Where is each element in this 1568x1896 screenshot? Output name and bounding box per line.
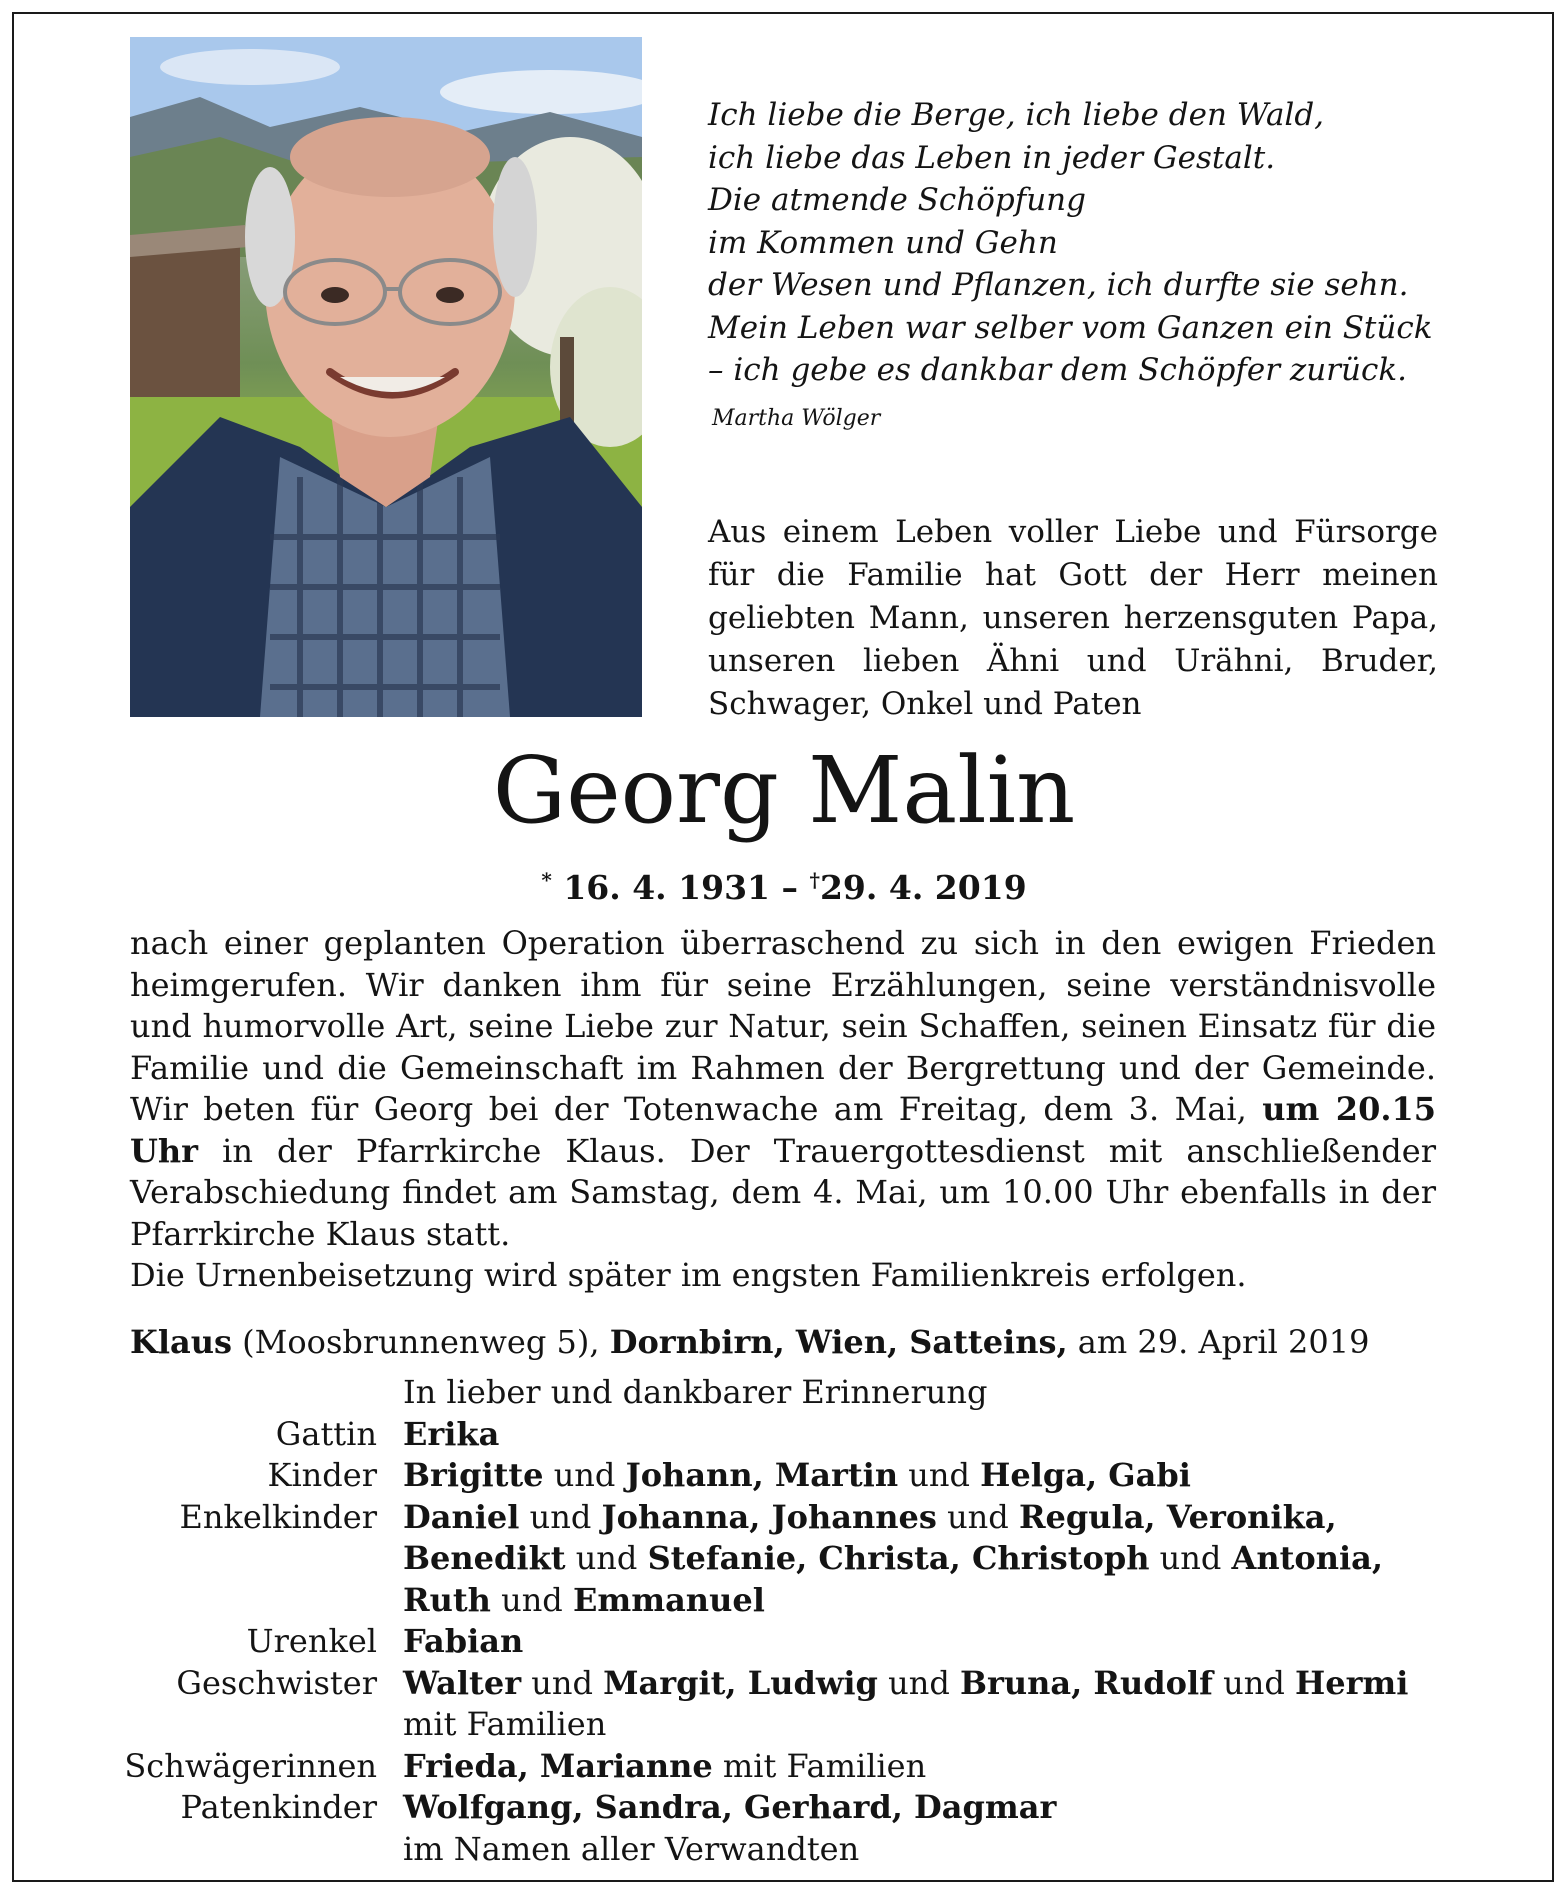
place-town: Klaus: [130, 1323, 232, 1361]
date-separator: –: [781, 868, 798, 907]
family-row: [100, 1621, 1500, 1663]
birth-symbol: *: [541, 868, 552, 892]
death-symbol: †: [809, 868, 820, 892]
family-names: [403, 1663, 1500, 1746]
portrait-illustration: [130, 37, 642, 717]
family-names: [403, 1787, 1500, 1829]
family-name: Hermi: [1294, 1663, 1409, 1702]
family-names: [403, 1455, 1500, 1497]
poem-line: Ich liebe die Berge, ich liebe den Wald,: [708, 97, 1325, 133]
life-dates: [0, 858, 1568, 910]
family-row: [100, 1663, 1500, 1746]
poem-line: der Wesen und Pflanzen, ich durfte sie sehn.: [708, 267, 1409, 303]
place-date: am 29. April 2019: [1077, 1323, 1370, 1361]
family-row: [100, 1787, 1500, 1829]
poem: [708, 94, 1488, 392]
family-name: Stefanie, Christa, Christoph: [647, 1539, 1150, 1577]
family-name: Margit, Ludwig: [603, 1663, 878, 1702]
family-name: Benedikt: [403, 1539, 566, 1577]
family-name: Bruna, Rudolf: [959, 1663, 1213, 1702]
family-name: Wolfgang, Sandra, Gerhard, Dagmar: [403, 1788, 1057, 1826]
deceased-name: Georg Malin: [492, 737, 1076, 844]
main-text-part1: nach einer geplanten Operation überraschend zu sich in den ewigen Frieden heimgerufen. Wir danken ihm für seine Erzählungen, seine verständnisvolle und humorvolle Art, seine Liebe zur Natur, sein Schaffen, seinen Einsatz für die Familie und die Gemeinschaft im Rahmen der Bergrettung und der Gemeinde. Wir beten für Georg bei der Totenwache am Freitag, dem 3. Mai,: [130, 924, 1436, 1128]
connector: und: [553, 1456, 616, 1494]
connector: und: [531, 1663, 593, 1702]
place-others: Dornbirn, Wien, Satteins,: [609, 1323, 1068, 1361]
connector: und: [947, 1497, 1009, 1536]
family-label: Schwägerinnen: [124, 1746, 377, 1785]
family-names: [403, 1497, 1500, 1622]
family-name: Emmanuel: [572, 1580, 765, 1619]
place-date-line: [130, 1320, 1436, 1364]
family-row: [100, 1497, 1500, 1622]
connector: und: [529, 1497, 592, 1536]
wake-time: um 20.15 Uhr: [130, 1090, 1437, 1170]
family-suffix: mit Familien: [403, 1705, 607, 1743]
poem-line: – ich gebe es dankbar dem Schöpfer zurück.: [708, 352, 1407, 388]
connector: und: [888, 1663, 950, 1702]
family-name: Antonia,: [1231, 1539, 1384, 1577]
family-row: [100, 1414, 1500, 1456]
family-name: Walter: [403, 1663, 522, 1702]
family-name: Brigitte: [403, 1456, 544, 1494]
connector: und: [501, 1580, 563, 1619]
family-name: Fabian: [403, 1622, 524, 1660]
family-name: Erika: [403, 1414, 500, 1453]
portrait-photo: [130, 37, 642, 717]
family-closing: im Namen aller Verwandten: [403, 1829, 860, 1868]
family-intro: In lieber und dankbarer Erinnerung: [403, 1373, 988, 1411]
family-label: Patenkinder: [180, 1788, 377, 1826]
main-paragraph: [130, 923, 1436, 1297]
family-label: Kinder: [267, 1456, 377, 1494]
family-label: Gattin: [275, 1414, 377, 1453]
family-name: Helga, Gabi: [980, 1456, 1191, 1494]
family-list: [100, 1372, 1500, 1870]
intro-paragraph: Aus einem Leben voller Liebe und Fürsorge für die Familie hat Gott der Herr meinen geliebten Mann, unseren herzensguten Papa, unseren lieben Ähni und Urähni, Bruder, Schwager, Onkel und Paten: [708, 514, 1438, 722]
connector: und: [1159, 1539, 1222, 1577]
death-date: 29. 4. 2019: [819, 868, 1027, 907]
family-names: [403, 1621, 1500, 1663]
poem-line: Die atmende Schöpfung: [708, 182, 1086, 218]
place-address: (Moosbrunnenweg 5),: [242, 1323, 600, 1361]
poem-author: Martha Wölger: [712, 406, 881, 431]
poem-line: Mein Leben war selber vom Ganzen ein Stück: [708, 309, 1433, 346]
family-name: Johanna, Johannes: [601, 1497, 937, 1536]
family-name: Regula, Veronika,: [1018, 1497, 1337, 1536]
family-names: [403, 1746, 1500, 1788]
family-row: [100, 1455, 1500, 1497]
family-name: Daniel: [403, 1497, 520, 1536]
family-row: [100, 1746, 1500, 1788]
poem-line: im Kommen und Gehn: [708, 224, 1058, 261]
birth-date: 16. 4. 1931: [563, 868, 770, 907]
connector: und: [908, 1456, 970, 1494]
family-names: [403, 1414, 1500, 1456]
main-text-part2: in der Pfarrkirche Klaus. Der Trauergottesdienst mit anschließender Verabschiedung findet am Samstag, dem 4. Mai, um 10.00 Uhr ebenfalls in der Pfarrkirche Klaus statt.: [130, 1131, 1437, 1253]
connector: und: [575, 1539, 638, 1577]
urn-text: Die Urnenbeisetzung wird später im engsten Familienkreis erfolgen.: [130, 1256, 1247, 1294]
family-suffix: mit Familien: [722, 1746, 927, 1785]
family-name: Frieda, Marianne: [403, 1746, 713, 1785]
family-name: Johann, Martin: [625, 1456, 899, 1494]
family-name: Ruth: [403, 1580, 491, 1619]
main-text: [130, 923, 1436, 1255]
family-label: Geschwister: [176, 1663, 377, 1702]
family-label: Enkelkinder: [179, 1497, 377, 1536]
connector: und: [1223, 1663, 1285, 1702]
poem-line: ich liebe das Leben in jeder Gestalt.: [708, 139, 1276, 176]
family-label: Urenkel: [246, 1622, 377, 1660]
